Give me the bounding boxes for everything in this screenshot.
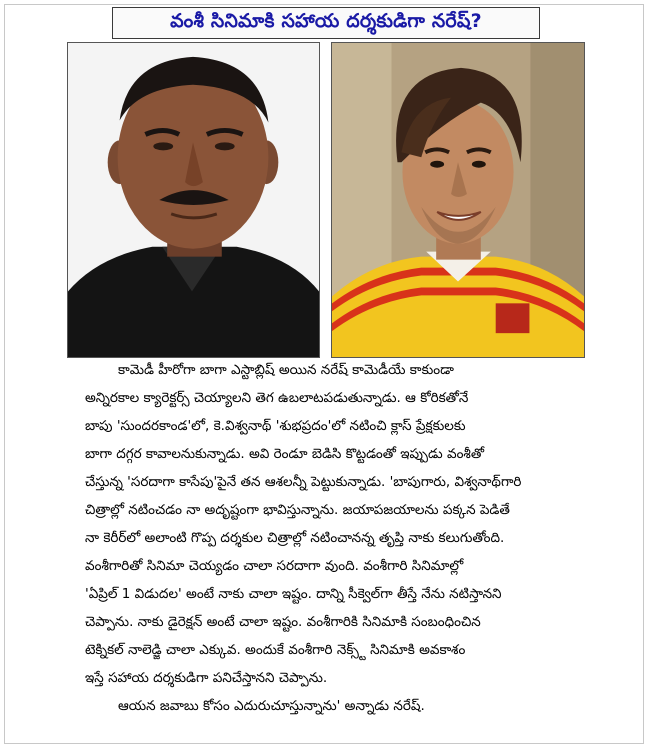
- photo-naresh: [331, 42, 585, 358]
- director-portrait: [68, 43, 319, 357]
- article-line: 'ఏప్రిల్ 1 విడుదల' అంటే నాకు చాలా ఇష్టం. దాన్ని సీక్వెల్‌గా తీస్తే నేను నటిస్తానని: [85, 586, 502, 602]
- photo-director: [67, 42, 320, 358]
- article-line: వంశీగారితో సినిమా చెయ్యడం చాలా సరదాగా వుంది. వంశీగారి సినిమాల్లో: [85, 558, 464, 574]
- article-line: చేస్తున్న 'సరదాగా కాసేపు'పైనే తన ఆశలన్నీ పెట్టుకున్నాడు. 'బాపుగారు, విశ్వనాథ్‌గారి: [85, 474, 522, 490]
- article-line: కామెడీ హీరోగా బాగా ఎస్టాబ్లిష్ అయిన నరేష్ కామెడీయే కాకుండా: [118, 362, 454, 378]
- article-line: బాగా దగ్గర కావాలనుకున్నాడు. అవి రెండూ బెడిసి కొట్టడంతో ఇప్పుడు వంశీతో: [85, 446, 485, 462]
- article-line: అన్నిరకాల క్యారెక్టర్స్ చెయ్యాలని తెగ ఉబలాటపడుతున్నాడు. ఆ కోరికతోనే: [85, 390, 469, 406]
- article-line: చిత్రాల్లో నటించడం నా అదృష్టంగా భావిస్తున్నాను. జయాపజయాలను పక్కన పెడితే: [85, 502, 510, 518]
- article-line: బాపు 'సుందరకాండ'లో, కె.విశ్వనాథ్ 'శుభప్రదం'లో నటించి క్లాస్ ప్రేక్షకులకు: [85, 418, 466, 434]
- article-line: నా కెరీర్‌లో అలాంటి గొప్ప దర్శకుల చిత్రాల్లో నటించానన్న తృప్తి నాకు కలుగుతోంది.: [85, 530, 505, 546]
- article-line: ఇస్తే సహాయ దర్శకుడిగా పనిచేస్తానని చెప్పాను.: [85, 670, 328, 686]
- article-line: ఆయన జవాబు కోసం ఎదురుచూస్తున్నాను' అన్నాడు నరేష్.: [118, 698, 425, 714]
- headline: వంశీ సినిమాకి సహాయ దర్శకుడిగా నరేష్?: [170, 9, 482, 32]
- article-line: చెప్పాను. నాకు డైరెక్షన్ అంటే చాలా ఇష్టం. వంశీగారికి సినిమాకి సంబంధించిన: [85, 614, 481, 630]
- article-line: టెక్నికల్ నాలెడ్జి చాలా ఎక్కువ. అందుకే వంశీగారి నెక్స్ట్ సినిమాకి అవకాశం: [85, 642, 466, 658]
- headline-box: [112, 7, 540, 39]
- naresh-portrait: [332, 43, 584, 357]
